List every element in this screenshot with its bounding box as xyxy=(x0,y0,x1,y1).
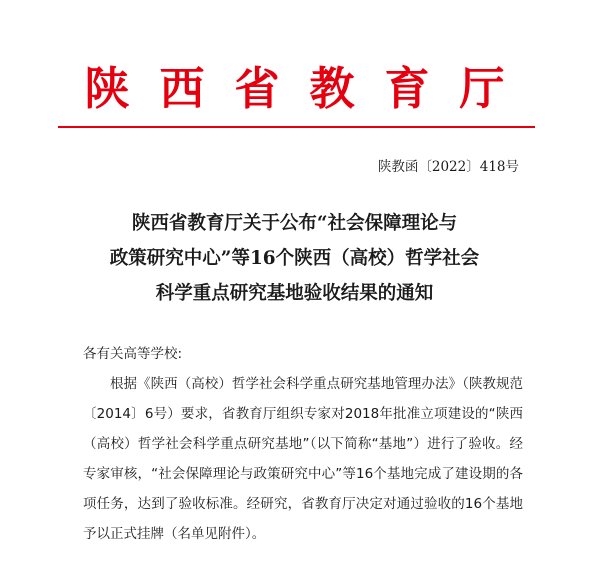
issuer-masthead: 陕西省教育厅 xyxy=(84,62,535,115)
document-title xyxy=(0,206,589,311)
document-number: 陕教函〔2022〕418号 xyxy=(377,159,519,175)
title-line-2: 政策研究中心”等16个陕西（高校）哲学社会 xyxy=(109,248,480,269)
salutation: 各有关高等学校: xyxy=(83,346,183,362)
red-divider-line xyxy=(58,126,535,128)
body-paragraph: 根据《陕西（高校）哲学社会科学重点研究基地管理办法》（陕教规范〔2014〕6号）要求，省教育厅组织专家对2018年批准立项建设的“陕西（高校）哲学社会科学重点研究基地”（以下简称“基地”）进行了验收。经专家审核，“社会保障理论与政策研究中心”等16个基地完成了建设期的各项任务，达到了验收标准。经研究，省教育厅决定对通过验收的16个基地予以正式挂牌（名单见附件）。 xyxy=(83,376,523,542)
title-line-3: 科学重点研究基地验收结果的通知 xyxy=(155,283,434,304)
document-body xyxy=(83,339,523,549)
title-line-1: 陕西省教育厅关于公布“社会保障理论与 xyxy=(131,213,458,234)
